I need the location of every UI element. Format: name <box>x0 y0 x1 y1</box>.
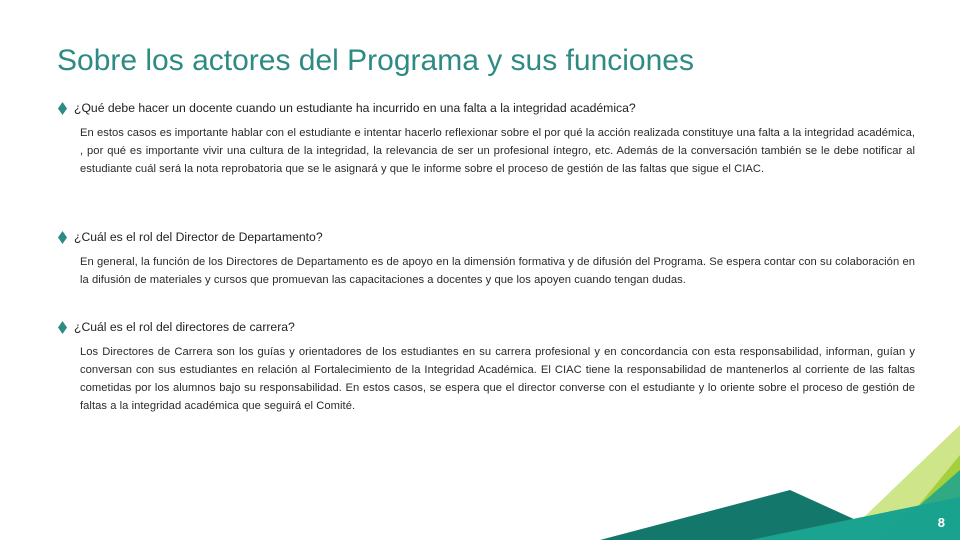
answer-text: Los Directores de Carrera son los guías y orientadores de los estudiantes en su carrera profesional y en concordancia con esta responsabilidad, informan, guían y conversan con sus estudiantes en relación al Fortalecimiento de la Integridad Académica. El CIAC tiene la responsabilidad de mantenerlos al corriente de las faltas cometidas por los alumnos bajo su responsabilidad. En estos casos, se espera que el director converse con el estudiante y lo oriente sobre el proceso de gestión de faltas a la integridad académica que seguirá el Comité. <box>80 346 915 412</box>
question-text: ¿Cuál es el rol del directores de carrera? <box>74 320 295 334</box>
answer-text: En estos casos es importante hablar con el estudiante e intentar hacerlo reflexionar sobre el por qué la acción realizada constituye una falta a la integridad académica, , por qué es importante vivir una cultura de la integridad, la relevancia de ser un profesional íntegro, etc. Además de la conversación también se le debe notificar al estudiante cuál será la nota reprobatoria que se le asignará y que le informe sobre el proceso de gestión de las faltas que sigue el CIAC. <box>80 127 915 175</box>
answer-text: En general, la función de los Directores de Departamento es de apoyo en la dimensión formativa y de difusión del Programa. Se espera contar con su colaboración en la difusión de materiales y cursos que promuevan las capacitaciones a docentes y que los apoyen cuando tengan dudas. <box>80 256 915 286</box>
question-text: ¿Cuál es el rol del Director de Departamento? <box>74 230 323 244</box>
question-text: ¿Qué debe hacer un docente cuando un estudiante ha incurrido en una falta a la integridad académica? <box>74 101 636 115</box>
page-number: 8 <box>937 515 945 530</box>
slide-title: Sobre los actores del Programa y sus funciones <box>57 44 694 77</box>
